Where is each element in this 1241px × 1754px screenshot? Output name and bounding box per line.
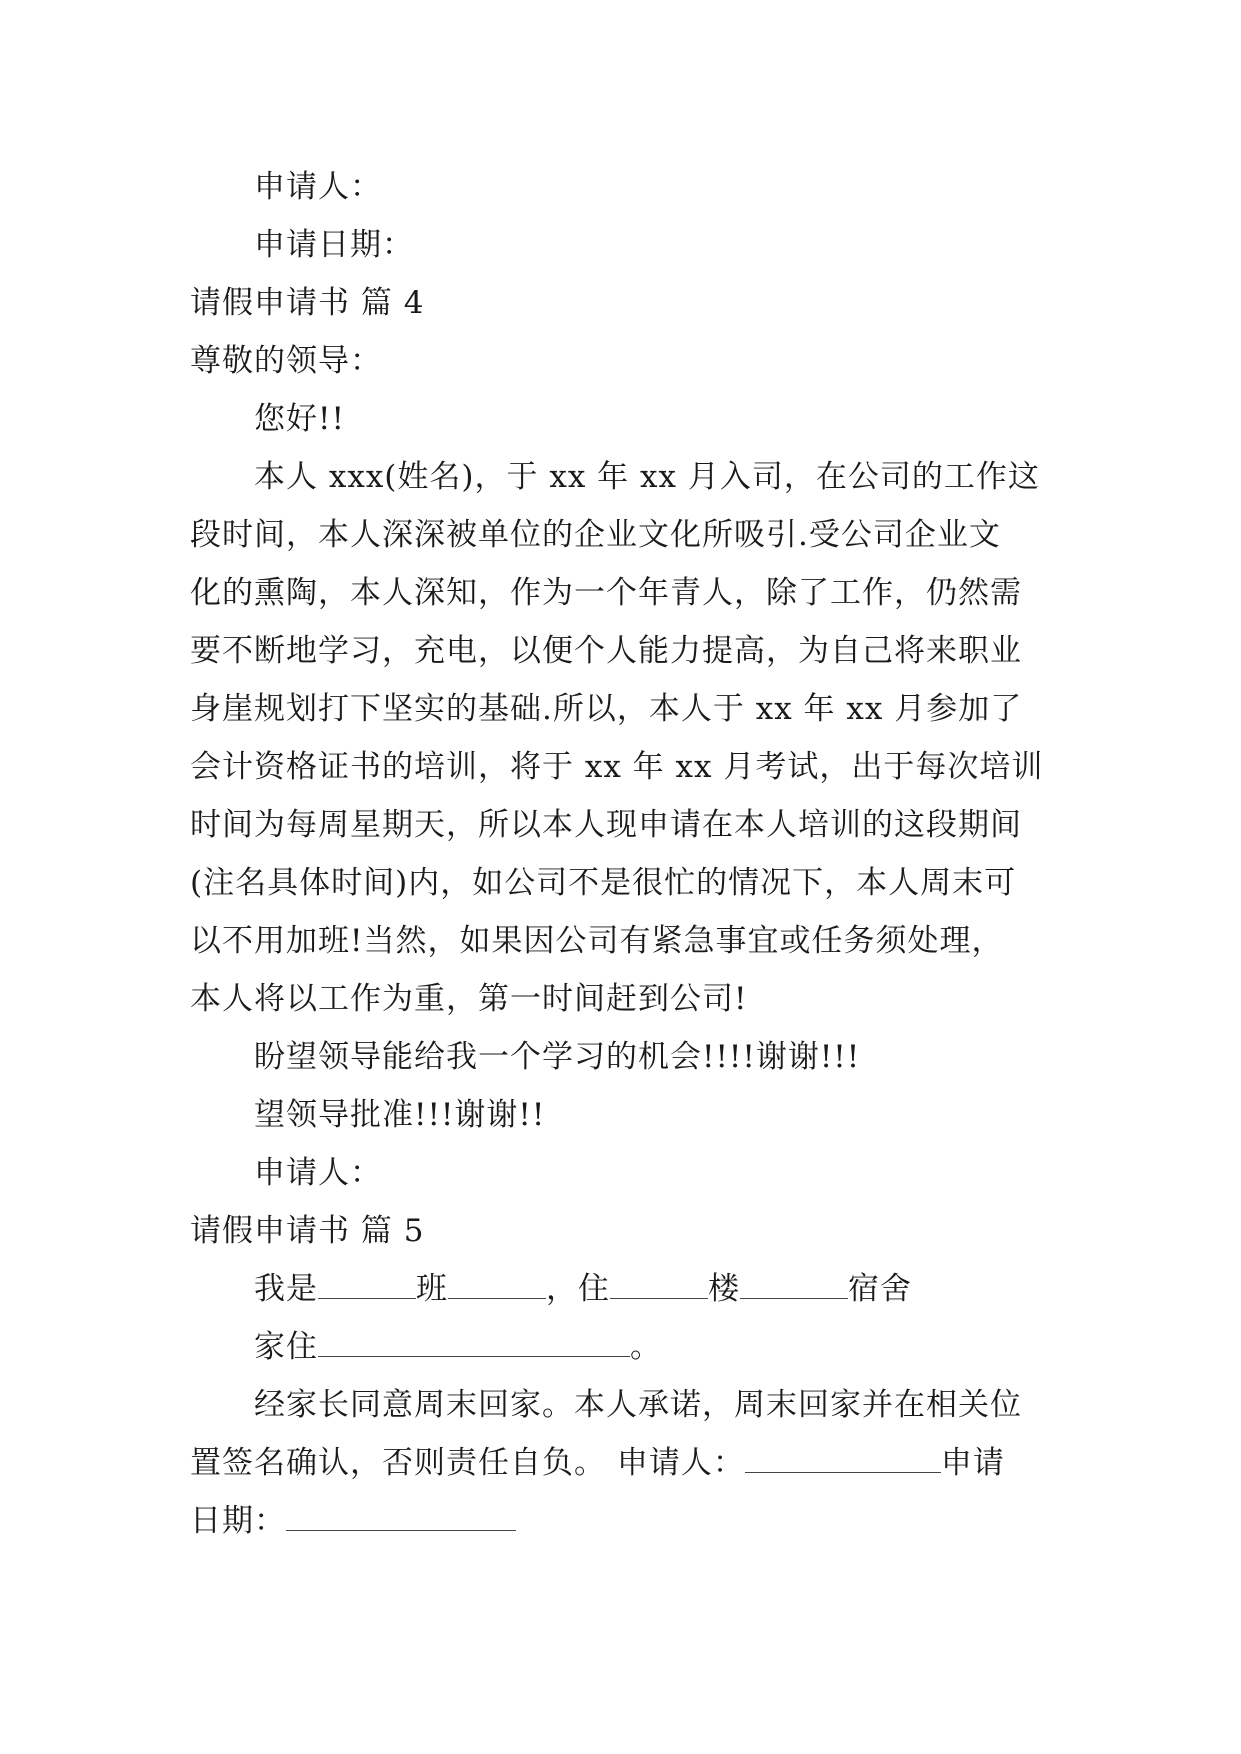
body-line: 本人 xxx(姓名)，于 xx 年 xx 月入司，在公司的工作这: [254, 459, 1040, 495]
form-text: 我是: [254, 1271, 318, 1307]
body-line: (注名具体时间)内，如公司不是很忙的情况下，本人周末可: [190, 865, 1017, 901]
applicant-label-4: 申请人：: [254, 1155, 382, 1191]
body-line: 要不断地学习，充电，以便个人能力提高，为自己将来职业: [190, 633, 1022, 669]
building-blank[interactable]: [610, 1270, 708, 1299]
dorm-blank[interactable]: [740, 1270, 848, 1299]
section-4-title: 请假申请书 篇 4: [190, 285, 425, 321]
body-line: 化的熏陶，本人深知，作为一个年青人，除了工作，仍然需: [190, 575, 1022, 611]
body-paragraph: [190, 448, 1050, 1028]
body-line: 段时间，本人深深被单位的企业文化所吸引.受公司企业文: [190, 517, 1001, 553]
class-blank[interactable]: [318, 1270, 416, 1299]
date-blank[interactable]: [286, 1502, 516, 1531]
form-text: 置签名确认，否则责任自负。 申请人：: [190, 1445, 745, 1481]
body-line: 会计资格证书的培训，将于 xx 年 xx 月考试，出于每次培训: [190, 749, 1044, 785]
consent-line-2: [190, 1434, 1050, 1492]
applicant-label: 申请人：: [254, 169, 382, 205]
approve-line: 望领导批准!!!谢谢!!: [254, 1097, 546, 1133]
home-address-blank[interactable]: [318, 1328, 630, 1357]
class-dorm-line: [190, 1260, 1050, 1318]
applicant-signature-blank[interactable]: [745, 1444, 941, 1473]
form-text: 楼: [708, 1271, 740, 1307]
salutation: 尊敬的领导：: [190, 343, 382, 379]
home-address-line: [190, 1318, 1050, 1376]
form-text: 班: [416, 1271, 448, 1307]
class-number-blank[interactable]: [448, 1270, 546, 1299]
form-text: 申请: [940, 1445, 1005, 1481]
greeting: 您好!!: [254, 401, 345, 437]
form-text: ，住: [546, 1271, 610, 1307]
document-page: [190, 158, 1050, 1550]
form-text: 家住: [254, 1329, 318, 1365]
form-text: 。: [630, 1329, 662, 1365]
application-date-label: 申请日期：: [254, 227, 414, 263]
consent-line-1: 经家长同意周末回家。本人承诺，周末回家并在相关位: [254, 1387, 1022, 1423]
body-line: 本人将以工作为重，第一时间赶到公司!: [190, 981, 748, 1017]
form-text: 宿舍: [848, 1271, 912, 1307]
body-line: 时间为每周星期天，所以本人现申请在本人培训的这段期间: [190, 807, 1022, 843]
body-line: 身崖规划打下坚实的基础.所以，本人于 xx 年 xx 月参加了: [190, 691, 1023, 727]
body-line: 以不用加班!当然，如果因公司有紧急事宜或任务须处理，: [190, 923, 1004, 959]
form-text: 日期：: [190, 1503, 286, 1539]
section-5-title: 请假申请书 篇 5: [190, 1213, 425, 1249]
date-line: [190, 1492, 1050, 1550]
hope-line: 盼望领导能给我一个学习的机会!!!!谢谢!!!: [254, 1039, 861, 1075]
